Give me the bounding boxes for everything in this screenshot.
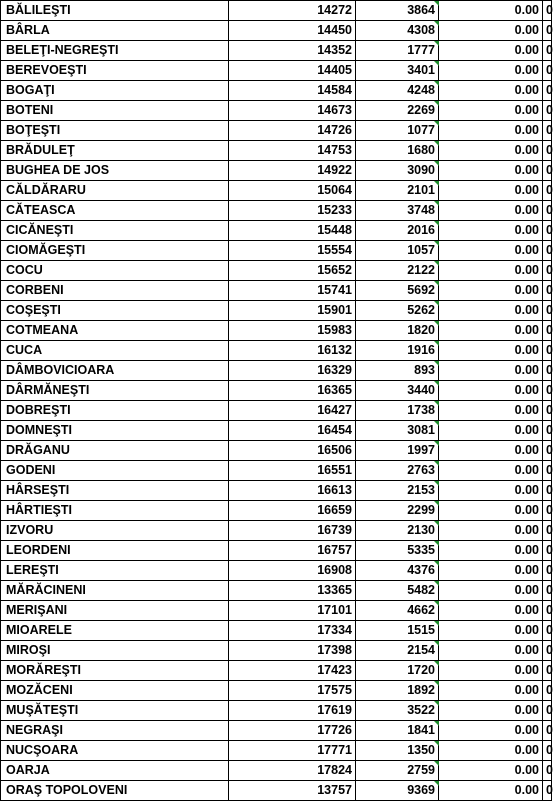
table-body [1,1,552,801]
code-cell[interactable]: 17726 [229,721,356,741]
locality-name-cell[interactable]: MORĂREŞTI [1,661,229,681]
amount-cell[interactable]: 0.00 [439,141,543,161]
code-cell[interactable]: 14753 [229,141,356,161]
count-cell[interactable]: 0 [543,661,552,681]
population-cell[interactable]: 2299 [356,501,439,521]
locality-name-cell[interactable]: IZVORU [1,521,229,541]
locality-name-cell[interactable]: OARJA [1,761,229,781]
locality-name-cell[interactable]: MOZĂCENI [1,681,229,701]
table-row[interactable] [1,281,552,301]
amount-cell[interactable]: 0.00 [439,761,543,781]
count-cell[interactable]: 0 [543,501,552,521]
count-cell[interactable]: 0 [543,781,552,801]
code-cell[interactable]: 16659 [229,501,356,521]
amount-cell[interactable]: 0.00 [439,221,543,241]
table-row[interactable] [1,421,552,441]
population-cell[interactable]: 4662 [356,601,439,621]
locality-name-cell[interactable]: DOBREŞTI [1,401,229,421]
population-cell[interactable]: 1892 [356,681,439,701]
amount-cell[interactable]: 0.00 [439,341,543,361]
table-row[interactable] [1,81,552,101]
code-cell[interactable]: 14450 [229,21,356,41]
code-cell[interactable]: 17101 [229,601,356,621]
count-cell[interactable]: 0 [543,121,552,141]
locality-name-cell[interactable]: BOGAŢI [1,81,229,101]
count-cell[interactable]: 0 [543,301,552,321]
table-row[interactable] [1,381,552,401]
population-cell[interactable]: 5335 [356,541,439,561]
table-row[interactable] [1,141,552,161]
population-cell[interactable]: 893 [356,361,439,381]
amount-cell[interactable]: 0.00 [439,61,543,81]
locality-name-cell[interactable]: BUGHEA DE JOS [1,161,229,181]
code-cell[interactable]: 15741 [229,281,356,301]
table-row[interactable] [1,201,552,221]
amount-cell[interactable]: 0.00 [439,501,543,521]
locality-name-cell[interactable]: HÂRSEŞTI [1,481,229,501]
table-row[interactable] [1,581,552,601]
code-cell[interactable]: 17575 [229,681,356,701]
population-cell[interactable]: 2101 [356,181,439,201]
count-cell[interactable]: 0 [543,101,552,121]
table-row[interactable] [1,101,552,121]
locality-name-cell[interactable]: BOŢEŞTI [1,121,229,141]
population-cell[interactable]: 4248 [356,81,439,101]
amount-cell[interactable]: 0.00 [439,161,543,181]
count-cell[interactable]: 0 [543,201,552,221]
locality-name-cell[interactable]: DRĂGANU [1,441,229,461]
population-cell[interactable]: 4376 [356,561,439,581]
code-cell[interactable]: 14352 [229,41,356,61]
table-row[interactable] [1,21,552,41]
table-row[interactable] [1,121,552,141]
locality-name-cell[interactable]: COTMEANA [1,321,229,341]
table-row[interactable] [1,561,552,581]
table-row[interactable] [1,221,552,241]
table-row[interactable] [1,541,552,561]
count-cell[interactable]: 0 [543,361,552,381]
table-row[interactable] [1,681,552,701]
count-cell[interactable]: 0 [543,461,552,481]
population-cell[interactable]: 3090 [356,161,439,181]
population-cell[interactable]: 2153 [356,481,439,501]
code-cell[interactable]: 15554 [229,241,356,261]
count-cell[interactable]: 0 [543,41,552,61]
population-cell[interactable]: 2154 [356,641,439,661]
code-cell[interactable]: 15448 [229,221,356,241]
population-cell[interactable]: 9369 [356,781,439,801]
locality-name-cell[interactable]: GODENI [1,461,229,481]
population-cell[interactable]: 1057 [356,241,439,261]
code-cell[interactable]: 17771 [229,741,356,761]
table-row[interactable] [1,621,552,641]
amount-cell[interactable]: 0.00 [439,601,543,621]
locality-name-cell[interactable]: COŞEŞTI [1,301,229,321]
population-cell[interactable]: 1680 [356,141,439,161]
table-row[interactable] [1,261,552,281]
amount-cell[interactable]: 0.00 [439,401,543,421]
amount-cell[interactable]: 0.00 [439,701,543,721]
locality-name-cell[interactable]: BÂRLA [1,21,229,41]
locality-name-cell[interactable]: CORBENI [1,281,229,301]
amount-cell[interactable]: 0.00 [439,101,543,121]
code-cell[interactable]: 14584 [229,81,356,101]
locality-name-cell[interactable]: COCU [1,261,229,281]
locality-name-cell[interactable]: BOTENI [1,101,229,121]
population-cell[interactable]: 1077 [356,121,439,141]
count-cell[interactable]: 0 [543,621,552,641]
count-cell[interactable]: 0 [543,581,552,601]
table-row[interactable] [1,441,552,461]
code-cell[interactable]: 16613 [229,481,356,501]
amount-cell[interactable]: 0.00 [439,81,543,101]
amount-cell[interactable]: 0.00 [439,461,543,481]
locality-name-cell[interactable]: DÂRMĂNEŞTI [1,381,229,401]
count-cell[interactable]: 0 [543,421,552,441]
amount-cell[interactable]: 0.00 [439,581,543,601]
code-cell[interactable]: 17423 [229,661,356,681]
amount-cell[interactable]: 0.00 [439,21,543,41]
amount-cell[interactable]: 0.00 [439,641,543,661]
amount-cell[interactable]: 0.00 [439,301,543,321]
code-cell[interactable]: 14673 [229,101,356,121]
amount-cell[interactable]: 0.00 [439,781,543,801]
code-cell[interactable]: 17398 [229,641,356,661]
table-row[interactable] [1,741,552,761]
count-cell[interactable]: 0 [543,541,552,561]
count-cell[interactable]: 0 [543,601,552,621]
population-cell[interactable]: 3440 [356,381,439,401]
code-cell[interactable]: 15901 [229,301,356,321]
count-cell[interactable]: 0 [543,441,552,461]
table-row[interactable] [1,341,552,361]
code-cell[interactable]: 17334 [229,621,356,641]
count-cell[interactable]: 0 [543,281,552,301]
count-cell[interactable]: 0 [543,701,552,721]
amount-cell[interactable]: 0.00 [439,321,543,341]
code-cell[interactable]: 15064 [229,181,356,201]
locality-name-cell[interactable]: DÂMBOVICIOARA [1,361,229,381]
population-cell[interactable]: 1916 [356,341,439,361]
count-cell[interactable]: 0 [543,141,552,161]
table-row[interactable] [1,701,552,721]
count-cell[interactable]: 0 [543,761,552,781]
locality-name-cell[interactable]: NEGRAŞI [1,721,229,741]
count-cell[interactable]: 0 [543,741,552,761]
locality-name-cell[interactable]: MIROŞI [1,641,229,661]
count-cell[interactable]: 0 [543,81,552,101]
table-row[interactable] [1,461,552,481]
population-cell[interactable]: 3748 [356,201,439,221]
table-row[interactable] [1,761,552,781]
locality-name-cell[interactable]: MĂRĂCINENI [1,581,229,601]
table-row[interactable] [1,521,552,541]
population-cell[interactable]: 1777 [356,41,439,61]
count-cell[interactable]: 0 [543,261,552,281]
code-cell[interactable]: 16365 [229,381,356,401]
count-cell[interactable]: 0 [543,321,552,341]
population-cell[interactable]: 1738 [356,401,439,421]
amount-cell[interactable]: 0.00 [439,181,543,201]
population-cell[interactable]: 3081 [356,421,439,441]
locality-name-cell[interactable]: MIOARELE [1,621,229,641]
population-cell[interactable]: 1720 [356,661,439,681]
locality-name-cell[interactable]: CĂTEASCA [1,201,229,221]
code-cell[interactable]: 16454 [229,421,356,441]
table-row[interactable] [1,361,552,381]
code-cell[interactable]: 14405 [229,61,356,81]
code-cell[interactable]: 16757 [229,541,356,561]
table-row[interactable] [1,641,552,661]
table-row[interactable] [1,401,552,421]
table-row[interactable] [1,241,552,261]
count-cell[interactable]: 0 [543,381,552,401]
table-row[interactable] [1,301,552,321]
count-cell[interactable]: 0 [543,181,552,201]
amount-cell[interactable]: 0.00 [439,281,543,301]
count-cell[interactable]: 0 [543,521,552,541]
code-cell[interactable]: 14272 [229,1,356,21]
locality-name-cell[interactable]: DOMNEŞTI [1,421,229,441]
code-cell[interactable]: 15652 [229,261,356,281]
population-cell[interactable]: 2763 [356,461,439,481]
code-cell[interactable]: 16329 [229,361,356,381]
amount-cell[interactable]: 0.00 [439,721,543,741]
amount-cell[interactable]: 0.00 [439,681,543,701]
code-cell[interactable]: 16132 [229,341,356,361]
locality-name-cell[interactable]: MERIŞANI [1,601,229,621]
code-cell[interactable]: 14922 [229,161,356,181]
code-cell[interactable]: 15233 [229,201,356,221]
amount-cell[interactable]: 0.00 [439,561,543,581]
locality-name-cell[interactable]: LEORDENI [1,541,229,561]
amount-cell[interactable]: 0.00 [439,41,543,61]
population-cell[interactable]: 1841 [356,721,439,741]
table-row[interactable] [1,721,552,741]
locality-name-cell[interactable]: CIOMĂGEŞTI [1,241,229,261]
locality-name-cell[interactable]: CICĂNEŞTI [1,221,229,241]
amount-cell[interactable]: 0.00 [439,361,543,381]
amount-cell[interactable]: 0.00 [439,381,543,401]
count-cell[interactable]: 0 [543,241,552,261]
population-cell[interactable]: 5262 [356,301,439,321]
table-row[interactable] [1,321,552,341]
locality-name-cell[interactable]: BEREVOEŞTI [1,61,229,81]
amount-cell[interactable]: 0.00 [439,521,543,541]
code-cell[interactable]: 13365 [229,581,356,601]
population-cell[interactable]: 3864 [356,1,439,21]
count-cell[interactable]: 0 [543,641,552,661]
population-cell[interactable]: 2269 [356,101,439,121]
population-cell[interactable]: 1515 [356,621,439,641]
locality-name-cell[interactable]: LEREŞTI [1,561,229,581]
code-cell[interactable]: 14726 [229,121,356,141]
code-cell[interactable]: 16739 [229,521,356,541]
population-cell[interactable]: 2122 [356,261,439,281]
code-cell[interactable]: 16551 [229,461,356,481]
locality-name-cell[interactable]: BĂLILEŞTI [1,1,229,21]
amount-cell[interactable]: 0.00 [439,741,543,761]
population-cell[interactable]: 1820 [356,321,439,341]
code-cell[interactable]: 16506 [229,441,356,461]
amount-cell[interactable]: 0.00 [439,1,543,21]
amount-cell[interactable]: 0.00 [439,661,543,681]
population-cell[interactable]: 4308 [356,21,439,41]
amount-cell[interactable]: 0.00 [439,621,543,641]
population-cell[interactable]: 1997 [356,441,439,461]
code-cell[interactable]: 17619 [229,701,356,721]
count-cell[interactable]: 0 [543,401,552,421]
amount-cell[interactable]: 0.00 [439,261,543,281]
locality-name-cell[interactable]: MUŞĂTEŞTI [1,701,229,721]
amount-cell[interactable]: 0.00 [439,201,543,221]
count-cell[interactable]: 0 [543,341,552,361]
population-cell[interactable]: 5692 [356,281,439,301]
amount-cell[interactable]: 0.00 [439,421,543,441]
code-cell[interactable]: 16908 [229,561,356,581]
population-cell[interactable]: 2016 [356,221,439,241]
table-row[interactable] [1,601,552,621]
table-row[interactable] [1,661,552,681]
code-cell[interactable]: 16427 [229,401,356,421]
locality-name-cell[interactable]: BRĂDULEŢ [1,141,229,161]
table-row[interactable] [1,481,552,501]
amount-cell[interactable]: 0.00 [439,241,543,261]
population-cell[interactable]: 1350 [356,741,439,761]
population-cell[interactable]: 5482 [356,581,439,601]
amount-cell[interactable]: 0.00 [439,441,543,461]
count-cell[interactable]: 0 [543,161,552,181]
locality-name-cell[interactable]: HÂRTIEŞTI [1,501,229,521]
locality-name-cell[interactable]: NUCŞOARA [1,741,229,761]
table-row[interactable] [1,181,552,201]
count-cell[interactable]: 0 [543,221,552,241]
table-row[interactable] [1,1,552,21]
amount-cell[interactable]: 0.00 [439,121,543,141]
count-cell[interactable]: 0 [543,481,552,501]
population-cell[interactable]: 3401 [356,61,439,81]
table-row[interactable] [1,161,552,181]
count-cell[interactable]: 0 [543,561,552,581]
count-cell[interactable]: 0 [543,721,552,741]
locality-name-cell[interactable]: CĂLDĂRARU [1,181,229,201]
population-cell[interactable]: 2759 [356,761,439,781]
amount-cell[interactable]: 0.00 [439,481,543,501]
locality-name-cell[interactable]: BELEŢI-NEGREŞTI [1,41,229,61]
table-row[interactable] [1,41,552,61]
population-cell[interactable]: 3522 [356,701,439,721]
amount-cell[interactable]: 0.00 [439,541,543,561]
code-cell[interactable]: 13757 [229,781,356,801]
table-row[interactable] [1,61,552,81]
count-cell[interactable]: 0 [543,21,552,41]
count-cell[interactable]: 0 [543,681,552,701]
code-cell[interactable]: 17824 [229,761,356,781]
count-cell[interactable]: 0 [543,1,552,21]
locality-name-cell[interactable]: CUCA [1,341,229,361]
table-row[interactable] [1,501,552,521]
locality-name-cell[interactable]: ORAŞ TOPOLOVENI [1,781,229,801]
table-row[interactable] [1,781,552,801]
count-cell[interactable]: 0 [543,61,552,81]
population-cell[interactable]: 2130 [356,521,439,541]
code-cell[interactable]: 15983 [229,321,356,341]
